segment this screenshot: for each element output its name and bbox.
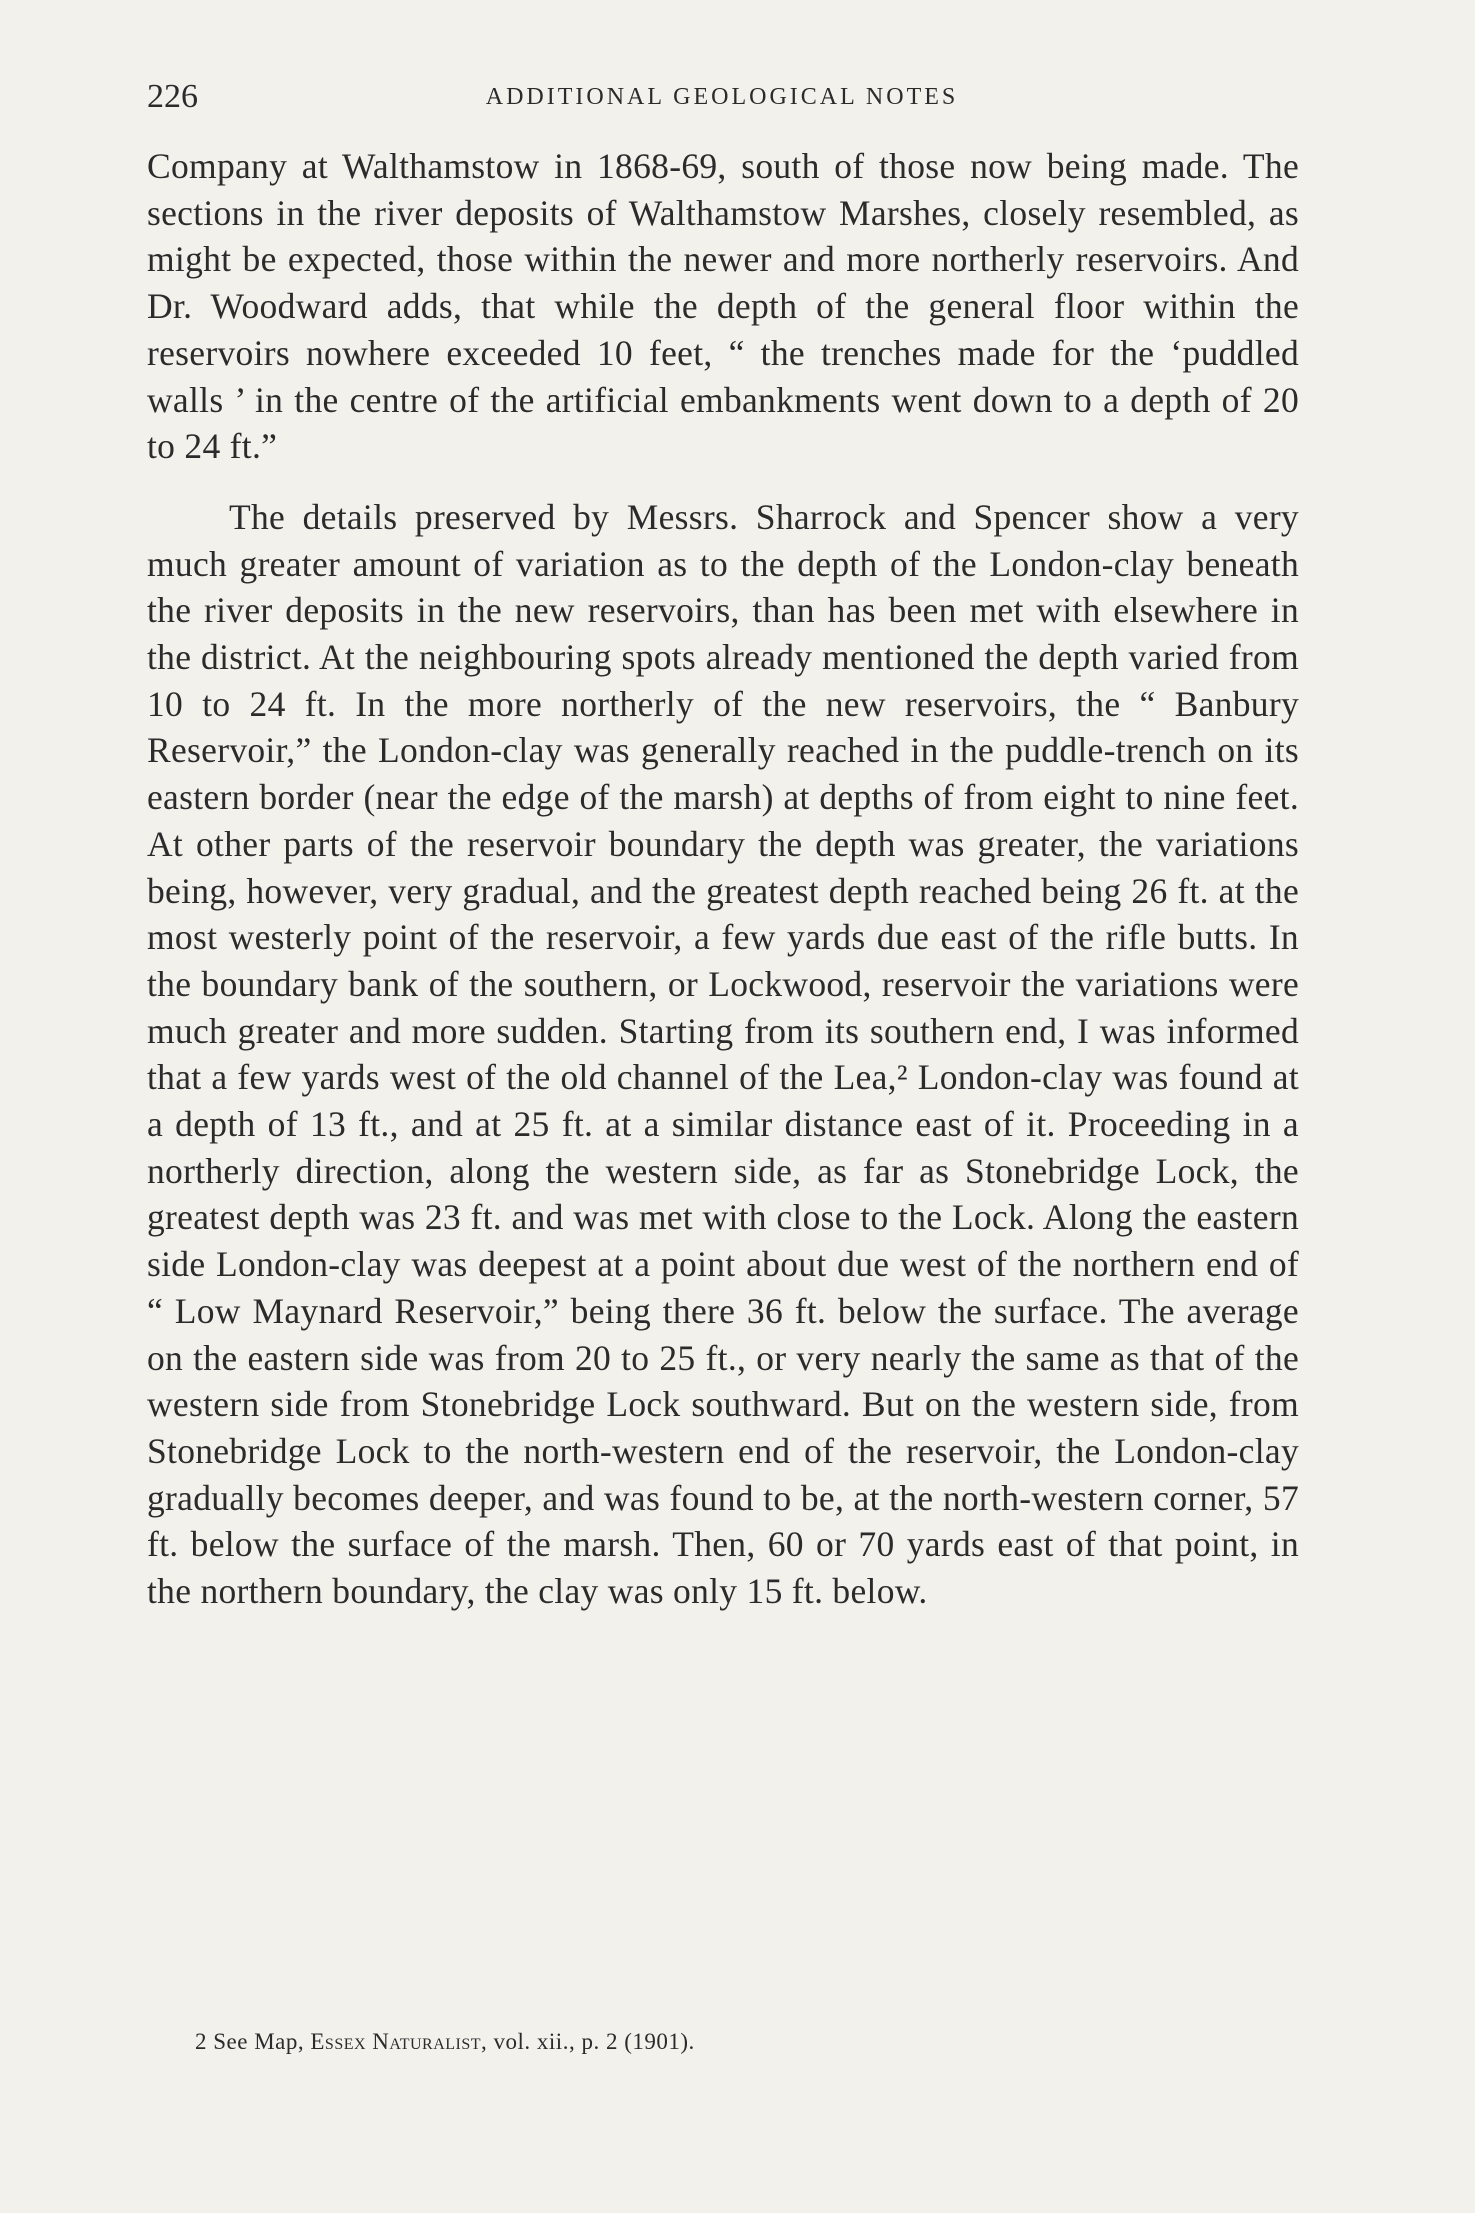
footnote-journal: Essex Naturalist bbox=[310, 2029, 482, 2054]
body-text bbox=[147, 143, 1299, 1615]
page-number: 226 bbox=[147, 78, 198, 115]
paragraph-continued: Company at Walthamstow in 1868-69, south of those now being made. The sections in the river deposits of Walthamstow Marshes, closely resembled, as might be expected, those within the newer and more northerly reservoirs. And Dr. Woodward adds, that while the depth of the general floor within the reservoirs nowhere exceeded 10 feet, “ the trenches made for the ‘puddled walls ’ in the centre of the artificial embankments went down to a depth of 20 to 24 ft.” bbox=[147, 146, 1299, 467]
running-title: ADDITIONAL GEOLOGICAL NOTES bbox=[485, 84, 959, 110]
running-head bbox=[147, 72, 1297, 122]
footnote-text-before: See Map, bbox=[213, 2029, 305, 2054]
paragraph-details: The details preserved by Messrs. Sharrock and Spencer show a very much greater amount of variation as to the depth of the London-clay beneath the river deposits in the new reservoirs, than has been met with elsewhere in the district. At the neighbouring spots already mentioned the depth varied from 10 to 24 ft. In the more northerly of the new reservoirs, the “ Banbury Reservoir,” the London-clay was generally reached in the puddle-trench on its eastern border (near the edge of the marsh) at depths of from eight to nine feet. At other parts of the reservoir boundary the depth was greater, the variations being, however, very gradual, and the greatest depth reached being 26 ft. at the most westerly point of the reservoir, a few yards due east of the rifle butts. In the boundary bank of the southern, or Lockwood, reservoir the variations were much greater and more sudden. Starting from its southern end, I was informed that a few yards west of the old channel of the Lea,² London-clay was found at a depth of 13 ft., and at 25 ft. at a similar distance east of it. Proceeding in a northerly direction, along the western side, as far as Stonebridge Lock, the greatest depth was 23 ft. and was met with close to the Lock. Along the eastern side London-clay was deepest at a point about due west of the northern end of “ Low Maynard Reservoir,” being there 36 ft. below the surface. The average on the eastern side was from 20 to 25 ft., or very nearly the same as that of the western side from Stonebridge Lock southward. But on the western side, from Stonebridge Lock to the north-western end of the reservoir, the London-clay gradually becomes deeper, and was found to be, at the north-western corner, 57 ft. below the surface of the marsh. Then, 60 or 70 yards east of that point, in the northern boundary, the clay was only 15 ft. below. bbox=[147, 496, 1299, 1612]
footnote-marker: 2 bbox=[195, 2029, 207, 2054]
footnote bbox=[195, 2026, 695, 2058]
footnote-text-after: , vol. xii., p. 2 (1901). bbox=[481, 2029, 695, 2054]
